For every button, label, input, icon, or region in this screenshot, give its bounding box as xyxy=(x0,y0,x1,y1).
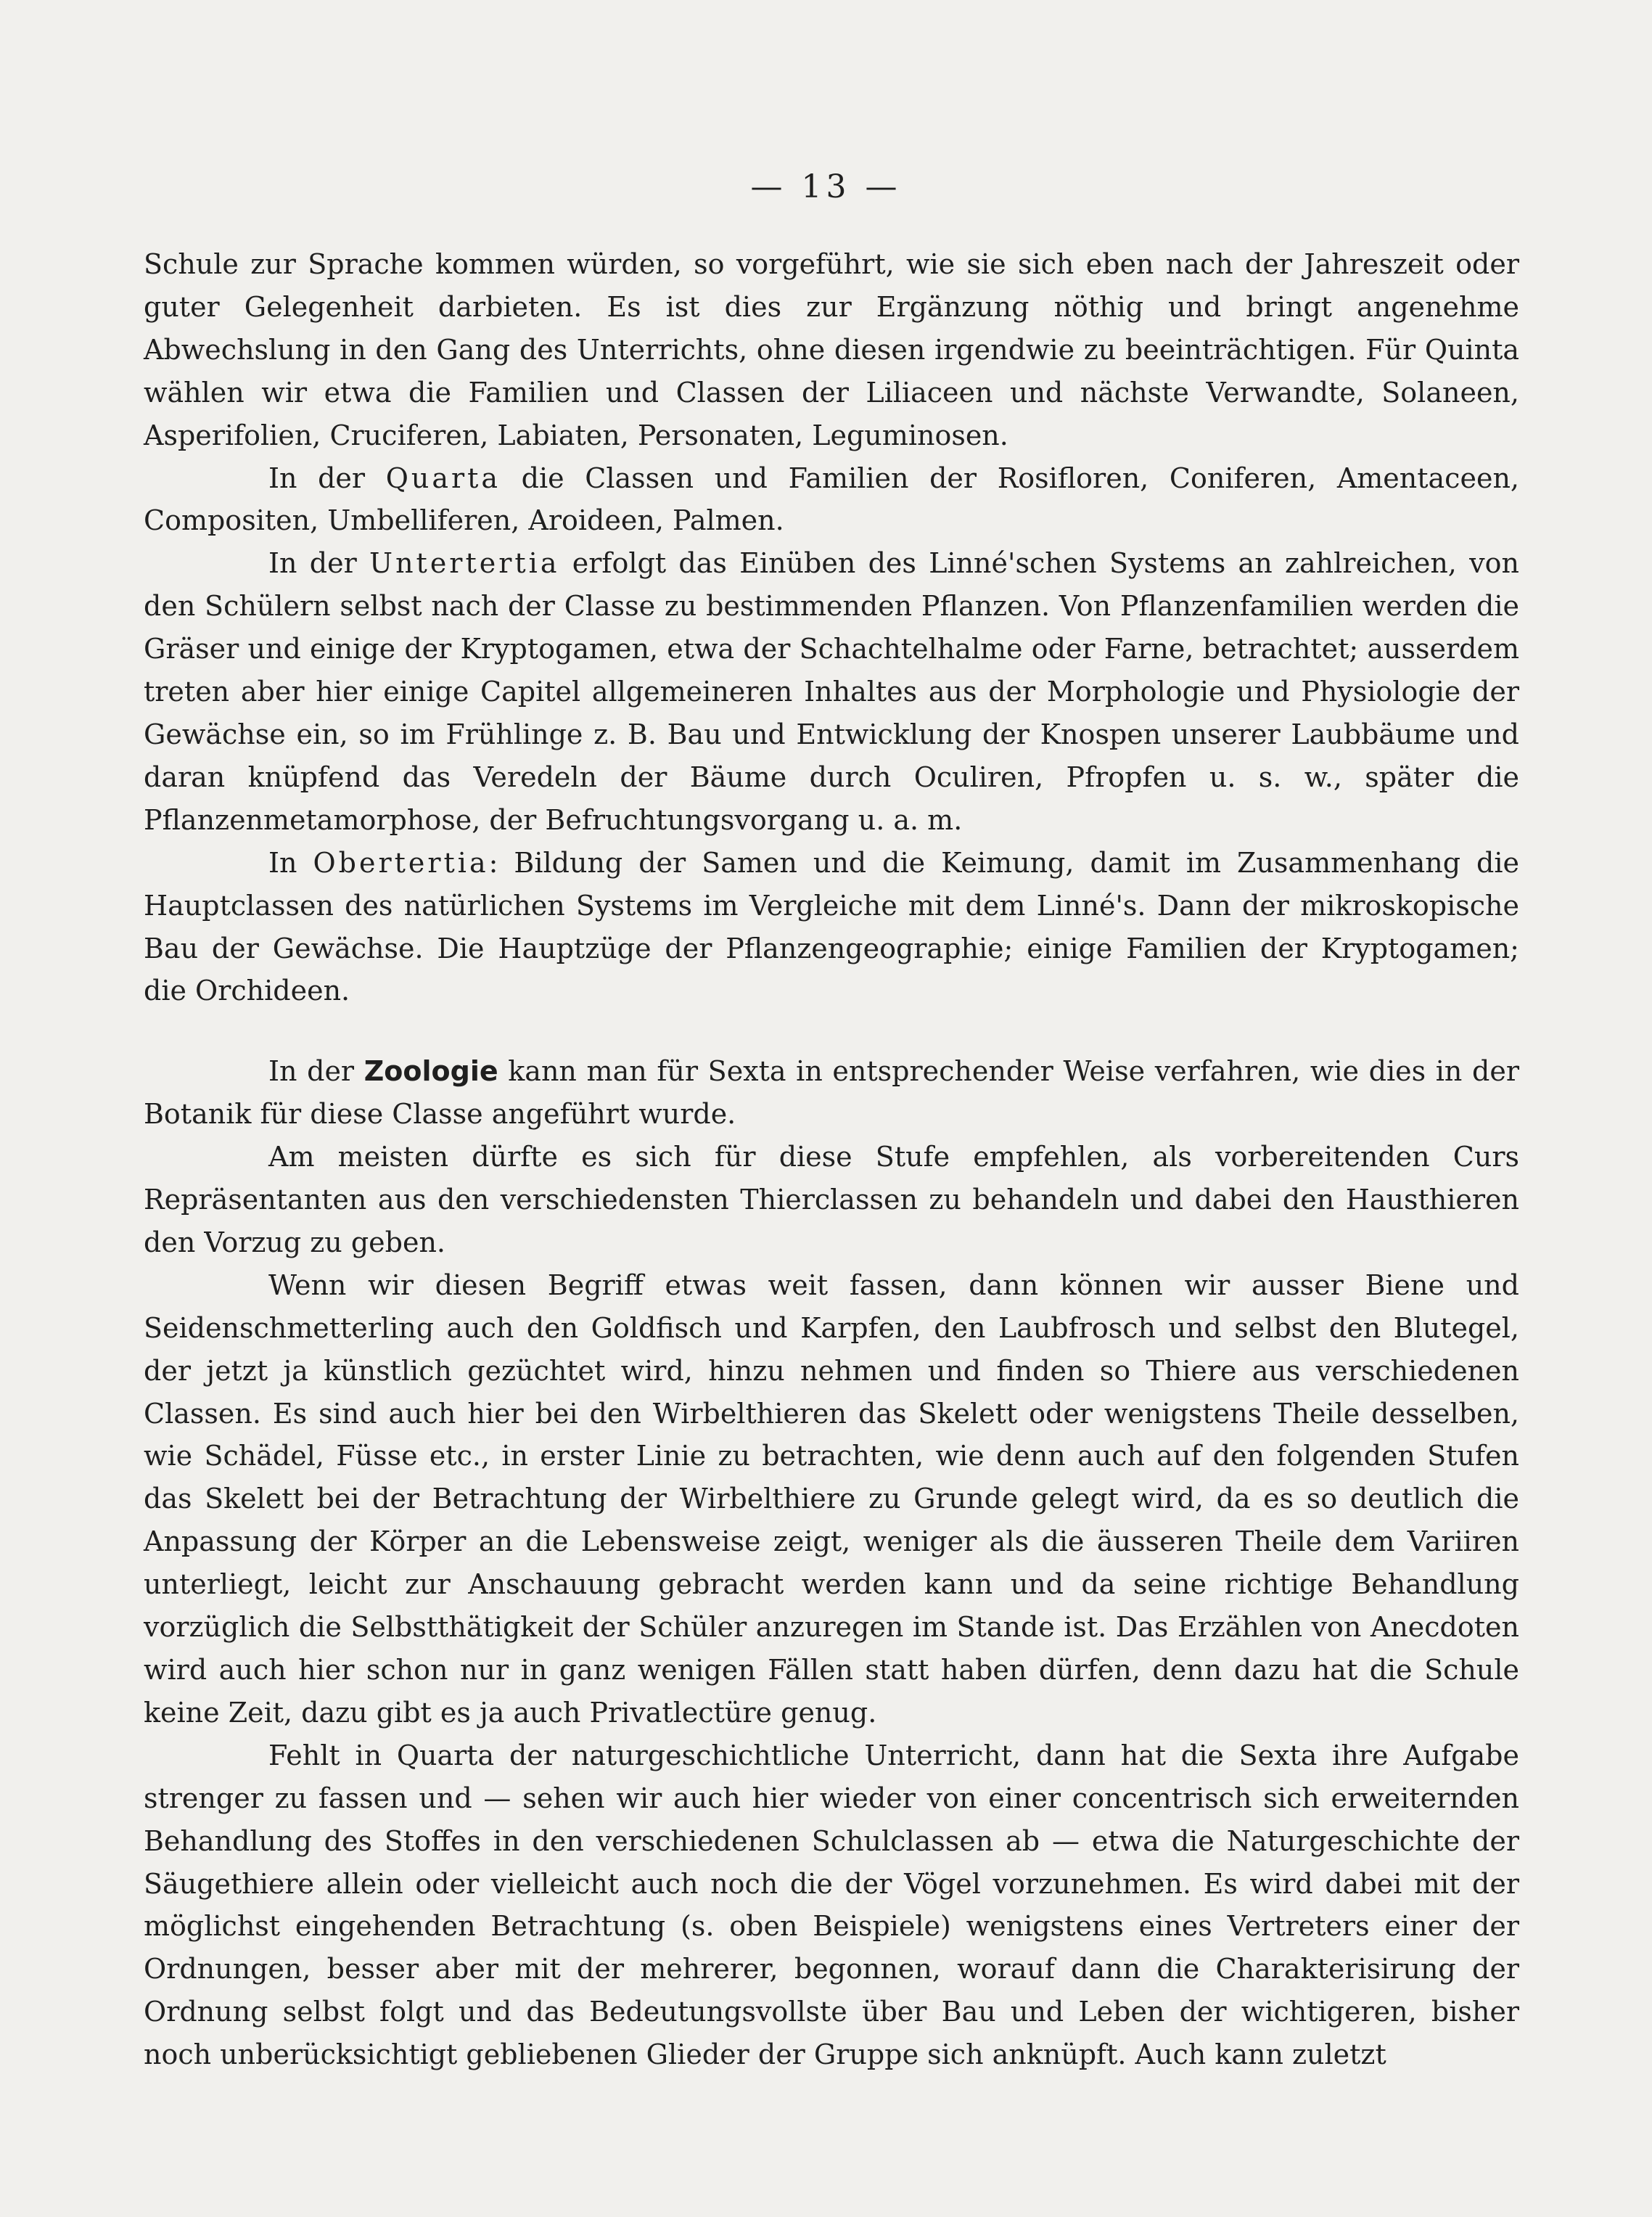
paragraph-1: Schule zur Sprache kommen würden, so vorgeführt, wie sie sich eben nach der Jahreszeit oder guter Gelegenheit darbieten. Es ist dies zur Ergänzung nöthig und bringt angenehme Abwechslung in den Gang des Unterrichts, ohne diesen irgendwie zu beeinträchtigen. Für Quinta wählen wir etwa die Familien und Classen der Liliaceen und nächste Verwandte, Solaneen, Asperifolien, Cruciferen, Labiaten, Personaten, Leguminosen. xyxy=(144,248,1519,451)
paragraph-8: Fehlt in Quarta der naturgeschichtliche Unterricht, dann hat die Sexta ihre Aufgabe strenger zu fassen und — sehen wir auch hier wieder von einer concentrisch sich erweiternden Behandlung des Stoffes in den verschiedenen Schulclassen ab — etwa die Naturgeschichte der Säugethiere allein oder vielleicht auch noch die der Vögel vorzunehmen. Es wird dabei mit der möglichst eingehenden Betrachtung (s. oben Beispiele) wenigstens eines Vertreters einer der Ordnungen, besser aber mit der mehrerer, begonnen, worauf dann die Charakterisirung der Ordnung selbst folgt und das Bedeutungsvollste über Bau und Leben der wichtigeren, bisher noch unberücksichtigt gebliebenen Glieder der Gruppe sich anknüpft. Auch kann zuletzt xyxy=(144,1739,1519,2071)
paragraph-zoologie-prefix: In der xyxy=(268,1055,364,1088)
paragraph-untertertia xyxy=(144,542,1519,841)
paragraph-quarta xyxy=(144,457,1519,543)
paragraph-7: Wenn wir diesen Begriff etwas weit fassen, dann können wir ausser Biene und Seidenschmetterling auch den Goldfisch und Karpfen, den Laubfrosch und selbst den Blutegel, der jetzt ja künstlich gezüchtet wird, hinzu nehmen und finden so Thiere aus verschiedenen Classen. Es sind auch hier bei den Wirbelthieren das Skelett oder wenigstens Theile desselben, wie Schädel, Füsse etc., in erster Linie zu betrachten, wie denn auch auf den folgenden Stufen das Skelett bei der Betrachtung der Wirbelthiere zu Grunde gelegt wird, da es so deutlich die Anpassung der Körper an die Lebensweise zeigt, weniger als die äusseren Theile dem Variiren unterliegt, leicht zur Anschauung gebracht werden kann und da seine richtige Behandlung vorzüglich die Selbstthätigkeit der Schüler anzuregen im Stande ist. Das Erzählen von Anecdoten wird auch hier schon nur in ganz wenigen Fällen statt haben dürfen, denn dazu hat die Schule keine Zeit, dazu gibt es ja auch Privatlectüre genug. xyxy=(144,1269,1519,1729)
paragraph-quarta-rest: die Classen und Familien der Rosifloren, Coniferen, Amentaceen, Compositen, Umbelliferen, Aroideen, Palmen. xyxy=(144,462,1519,537)
paragraph-obertertia xyxy=(144,842,1519,1013)
class-name-untertertia: Untertertia xyxy=(369,547,560,580)
paragraph-zoologie xyxy=(144,1050,1519,1136)
paragraph-obertertia-rest: : Bildung der Samen und die Keimung, damit im Zusammenhang die Hauptclassen des natürlichen Systems im Vergleiche mit dem Linné's. Dann der mikroskopische Bau der Gewächse. Die Hauptzüge der Pflanzengeographie; einige Familien der Kryptogamen; die Orchideen. xyxy=(144,846,1519,1007)
paragraph-untertertia-rest: erfolgt das Einüben des Linné'schen Systems an zahlreichen, von den Schülern selbst nach der Classe zu bestimmenden Pflanzen. Von Pflanzenfamilien werden die Gräser und einige der Kryptogamen, etwa der Schachtelhalme oder Farne, betrachtet; ausserdem treten aber hier einige Capitel allgemeineren Inhaltes aus der Morphologie und Physiologie der Gewächse ein, so im Frühlinge z. B. Bau und Entwicklung der Knospen unserer Laubbäume und daran knüpfend das Veredeln der Bäume durch Oculiren, Pfropfen u. s. w., später die Pflanzenmetamorphose, der Befruchtungsvorgang u. a. m. xyxy=(144,547,1519,836)
class-name-obertertia: Obertertia xyxy=(313,846,489,879)
paragraph-6: Am meisten dürfte es sich für diese Stufe empfehlen, als vorbereitenden Curs Repräsentanten aus den verschiedensten Thierclassen zu behandeln und dabei den Hausthieren den Vorzug zu geben. xyxy=(144,1141,1519,1258)
class-name-quarta: Quarta xyxy=(385,462,501,494)
section-keyword-zoologie: Zoologie xyxy=(363,1055,498,1088)
paragraph-obertertia-prefix: In xyxy=(268,846,313,879)
paragraph-zoologie-rest: kann man für Sexta in entsprechender Weise verfahren, wie dies in der Botanik für diese Classe angeführt wurde. xyxy=(144,1055,1519,1131)
body-text xyxy=(144,243,1519,2076)
paragraph-untertertia-prefix: In der xyxy=(268,547,370,580)
page-number: — 13 — xyxy=(750,168,902,205)
paragraph-quarta-prefix: In der xyxy=(268,462,386,494)
